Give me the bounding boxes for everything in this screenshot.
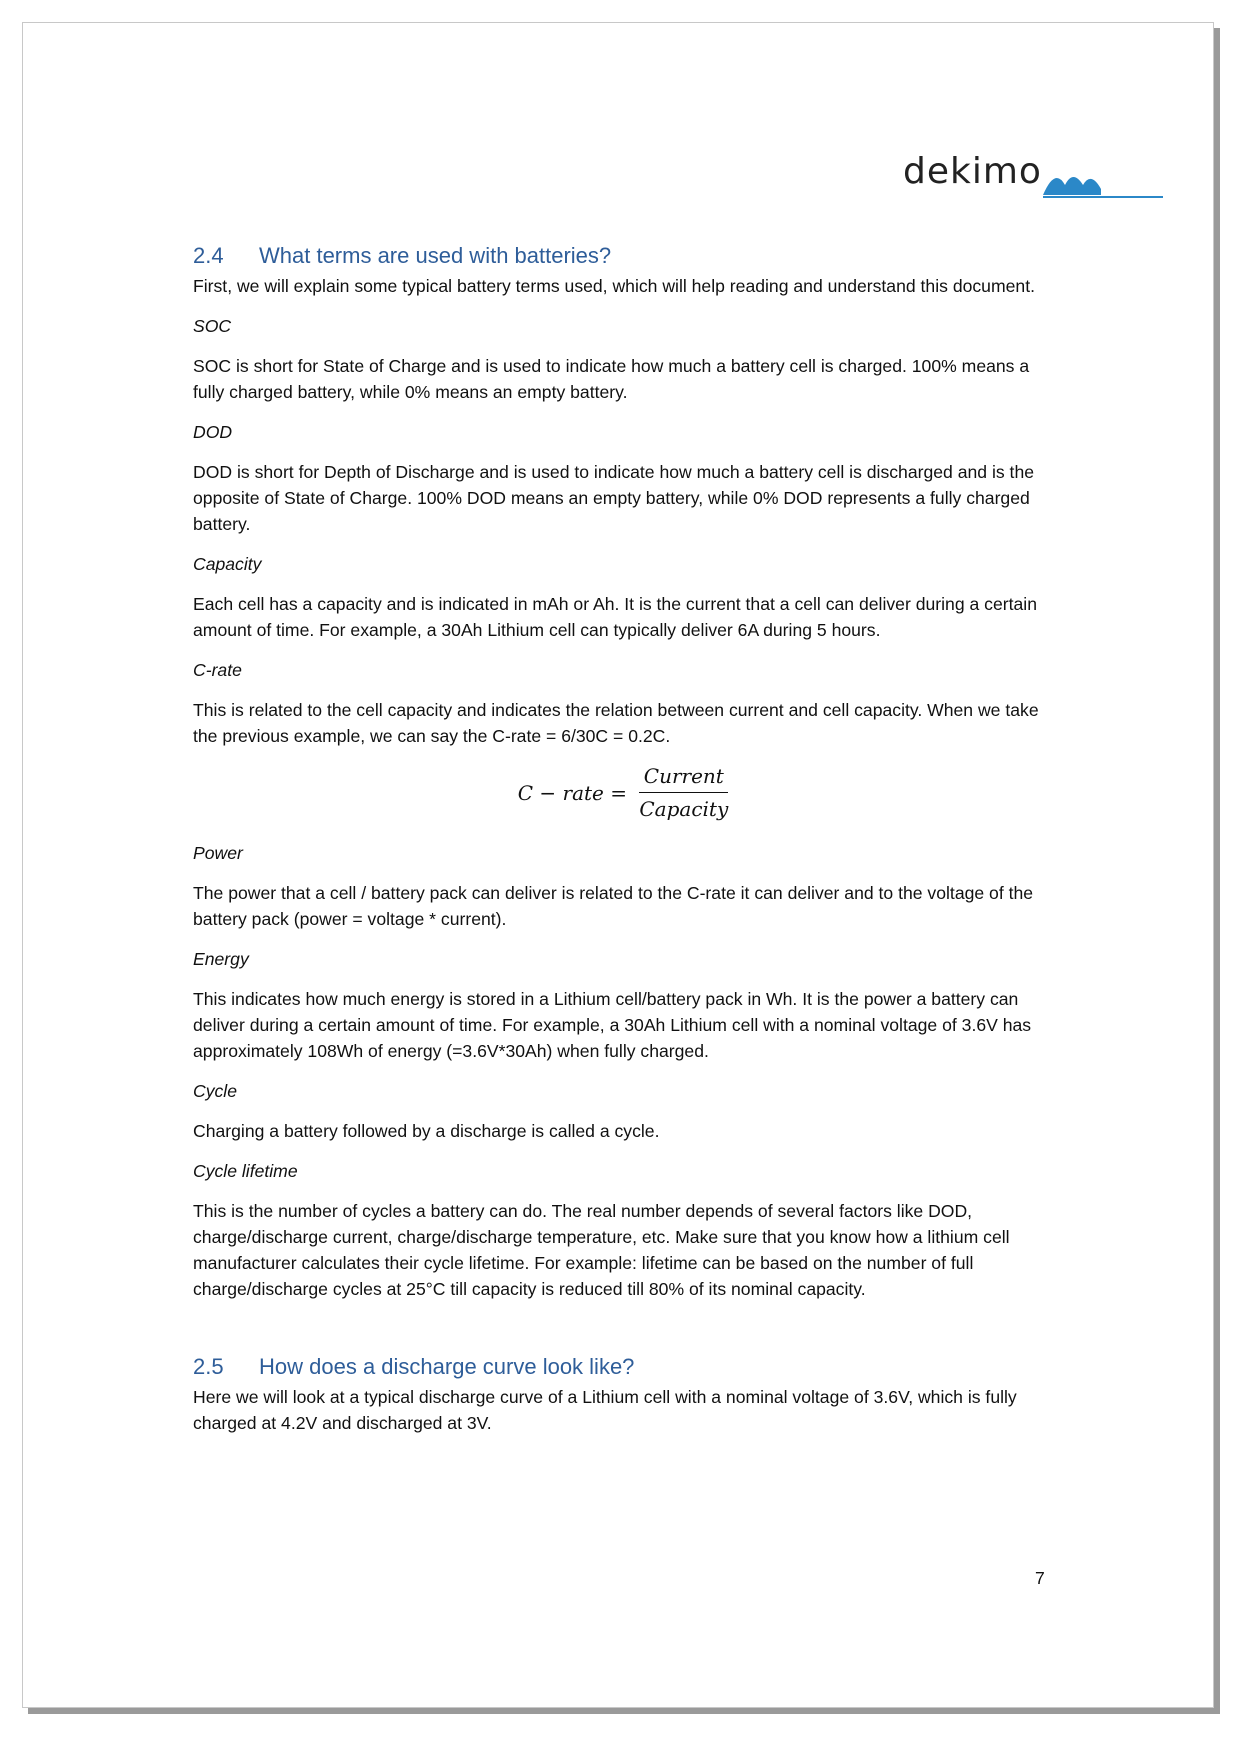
section-heading-2-4 xyxy=(193,241,1053,271)
logo-waves-icon xyxy=(1043,163,1163,203)
term-cycle-lifetime: Cycle lifetime xyxy=(193,1161,298,1181)
section-title: How does a discharge curve look like? xyxy=(259,1354,635,1379)
term-power: Power xyxy=(193,843,243,863)
section-number: 2.4 xyxy=(193,243,224,268)
logo-text: dekimo xyxy=(903,151,1042,192)
term-c-rate: C-rate xyxy=(193,660,242,680)
term-dod-text: DOD is short for Depth of Discharge and is used to indicate how much a battery cell is discharged and is the opposite of State of Charge. 100% DOD means an empty battery, while 0% DOD represents a fully charged battery. xyxy=(193,462,1035,534)
section-spacer xyxy=(193,1316,1053,1352)
section-intro: Here we will look at a typical discharge curve of a Lithium cell with a nominal voltage of 3.6V, which is fully charged at 4.2V and discharged at 3V. xyxy=(193,1387,1017,1433)
document-page xyxy=(22,22,1214,1708)
term-power-text: The power that a cell / battery pack can deliver is related to the C-rate it can deliver and to the voltage of the battery pack (power = voltage * current). xyxy=(193,883,1034,929)
formula-numerator: Current xyxy=(639,763,728,793)
term-cycle: Cycle xyxy=(193,1081,237,1101)
formula-denominator: Capacity xyxy=(639,797,729,821)
page-content xyxy=(193,241,1053,1450)
company-logo xyxy=(903,151,1163,211)
term-cycle-text: Charging a battery followed by a discharge is called a cycle. xyxy=(193,1121,660,1141)
term-cycle-lifetime-text: This is the number of cycles a battery can do. The real number depends of several factors like DOD, charge/discharge current, charge/discharge temperature, etc. Make sure that you know how a lithium cell manufacturer calculates their cycle lifetime. For example: lifetime can be based on the number of full charge/discharge cycles at 25°C till capacity is reduced till 80% of its nominal capacity. xyxy=(193,1201,1010,1299)
term-soc: SOC xyxy=(193,316,232,336)
section-number: 2.5 xyxy=(193,1354,224,1379)
page-number: 7 xyxy=(1035,1568,1045,1588)
section-heading-2-5 xyxy=(193,1352,1053,1382)
term-c-rate-text: This is related to the cell capacity and indicates the relation between current and cell capacity. When we take the previous example, we can say the C-rate = 6/30C = 0.2C. xyxy=(193,700,1039,746)
section-title: What terms are used with batteries? xyxy=(259,243,612,268)
term-capacity: Capacity xyxy=(193,554,262,574)
term-dod: DOD xyxy=(193,422,233,442)
term-energy-text: This indicates how much energy is stored in a Lithium cell/battery pack in Wh. It is the power a battery can deliver during a certain amount of time. For example, a 30Ah Lithium cell with a nominal voltage of 3.6V has approximately 108Wh of energy (=3.6V*30Ah) when fully charged. xyxy=(193,989,1032,1061)
section-intro: First, we will explain some typical battery terms used, which will help reading and understand this document. xyxy=(193,276,1035,296)
term-energy: Energy xyxy=(193,949,249,969)
term-soc-text: SOC is short for State of Charge and is used to indicate how much a battery cell is charged. 100% means a fully charged battery, while 0% means an empty battery. xyxy=(193,356,1030,402)
formula-lhs: C − rate = xyxy=(517,780,627,805)
formula-fraction xyxy=(639,763,728,822)
term-capacity-text: Each cell has a capacity and is indicated in mAh or Ah. It is the current that a cell can deliver during a certain amount of time. For example, a 30Ah Lithium cell can typically deliver 6A during 5 hours. xyxy=(193,594,1037,640)
c-rate-formula xyxy=(193,763,1053,822)
